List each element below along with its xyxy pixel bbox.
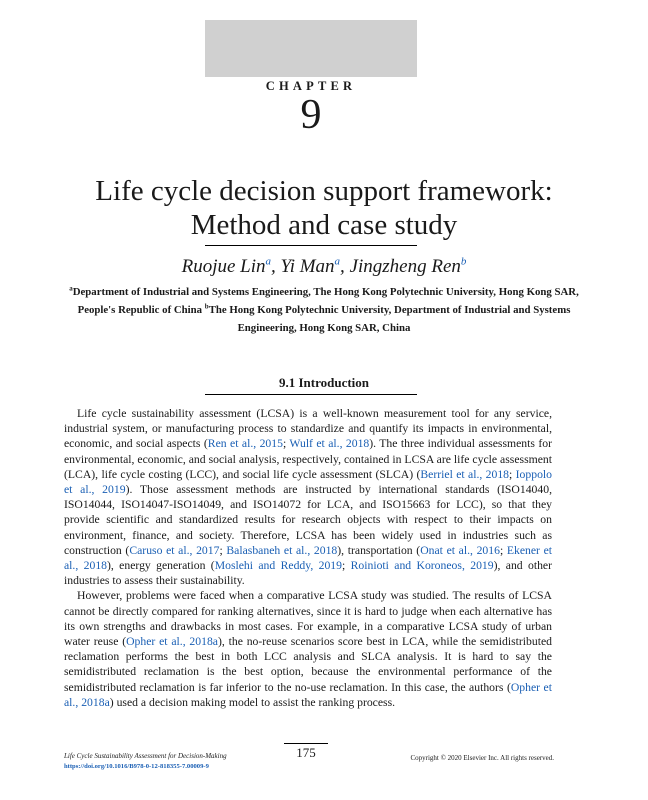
section-heading: 9.1 Introduction (278, 375, 370, 390)
section-divider (205, 394, 417, 395)
paragraph (64, 406, 552, 588)
citation-link[interactable]: Moslehi and Reddy, 2019 (214, 559, 342, 573)
paragraph (64, 588, 552, 710)
citation-link[interactable]: Opher et al., 2018a (126, 635, 218, 649)
footer-divider (284, 743, 328, 744)
paragraph-text: ), transportation ( (337, 543, 421, 557)
paragraph-text: However, problems were faced when a comparative LCSA study was studied. The results of LCSA cannot be directly compared for ranking alternatives, since it is hard to judge when each alternative has its own strengths and drawbacks in most cases. For example, in a comparative LCSA study of urban water reuse ( (64, 589, 552, 649)
citation-link[interactable]: Caruso et al., 2017 (129, 543, 220, 557)
paragraph-text: ; (342, 559, 351, 573)
citation-link[interactable]: Ren et al., 2015 (207, 437, 283, 451)
title-line-2: Method and case study (190, 209, 458, 241)
paragraph-text: Life cycle sustainability assessment (LCSA) is a well-known measurement tool for any service, industrial system, or manufacturing process to standardize and quantify its impacts in environmental, economic, and social aspects ( (64, 407, 552, 451)
doi-link[interactable]: https://doi.org/10.1016/B978-0-12-818355-7.00009-9 (64, 762, 209, 770)
citation-link[interactable]: Roinioti and Koroneos, 2019 (350, 559, 494, 573)
footer-book-info (64, 752, 227, 771)
paragraph-text: ) used a decision making model to assist the ranking process. (109, 695, 396, 709)
author: Yi Man$^a$, (280, 255, 350, 277)
citation-link[interactable]: Ioppolo et al., 2019 (64, 467, 553, 497)
title-line-1: Life cycle decision support framework: (95, 175, 553, 207)
title-divider (205, 245, 417, 246)
paragraph-text: ), and other industries to assess their sustainability. (64, 559, 553, 588)
affiliations: $^a$Department of Industrial and Systems Engineering, The Hong Kong Polytechnic University, Hong Kong SAR, People's Republic of China $^b$The Hong Kong Polytechnic University, Department of Industrial and Systems Engineering, Hong Kong SAR, China (69, 284, 579, 334)
paragraph-text: ), energy generation ( (107, 559, 215, 573)
author-list (0, 254, 648, 280)
citation-link[interactable]: Opher et al., 2018a (64, 680, 552, 709)
paragraph-text: ). The three individual assessments for environmental, economic, and social analysis, respectively, contained in LCSA are life cycle assessment (LCA), life cycle costing (LCC), and social life cycle assessment (SLCA) ( (64, 437, 552, 481)
page-number: 175 (296, 745, 316, 760)
paragraph-text: ; (219, 543, 227, 557)
citation-link[interactable]: Onat et al., 2016 (420, 543, 500, 557)
book-title: Life Cycle Sustainability Assessment for Decision-Making (64, 752, 227, 760)
paragraph-text: ). Those assessment methods are instructed by international standards (ISO14040, ISO14044, ISO14047-ISO14049, and ISO14072 for LCA, and ISO15663 for LCC), so that they provide scientific and standardized results for research objects with respect to their impacts on environment, finance, and society. Therefore, LCSA has been widely used in industries such as construction ( (64, 483, 552, 557)
citation-link[interactable]: Wulf et al., 2018 (289, 437, 370, 451)
citation-link[interactable]: Balasbaneh et al., 2018 (226, 543, 338, 557)
paragraph-text: ; (499, 543, 507, 557)
chapter-label: CHAPTER (205, 77, 417, 95)
paragraph-text: ), the no-reuse scenarios score best in LCA, while the semidistributed reclamation performs the best in both LCC analysis and SLCA analysis. It is hard to say the semidistributed reclamation is the best option, because the environmental performance of the semidistributed reclamation is far inferior to the no-use reclamation. In this case, the authors ( (64, 635, 552, 694)
paragraph-text: ; (509, 467, 516, 481)
author: Ruojue Lin$^a$, (181, 255, 281, 277)
citation-link[interactable]: Berriel et al., 2018 (420, 467, 510, 481)
paragraph-text: ; (282, 437, 290, 451)
author-affiliation-sup[interactable]: a (265, 255, 272, 268)
chapter-number: 9 (300, 92, 322, 138)
chapter-title (0, 174, 648, 242)
citation-link[interactable]: Ekener et al., 2018 (64, 543, 553, 573)
author-affiliation-sup[interactable]: a (334, 255, 341, 268)
affiliation-a: Department of Industrial and Systems Engineering, The Hong Kong Polytechnic University, Hong Kong SAR, People's Republic of China (72, 286, 579, 316)
author-affiliation-sup[interactable]: b (460, 255, 467, 268)
copyright: Copyright © 2020 Elsevier Inc. All rights reserved. (410, 754, 554, 762)
author: Jingzheng Ren$^b$ (349, 255, 467, 277)
affiliation-b: The Hong Kong Polytechnic University, Department of Industrial and Systems Engineering, Hong Kong SAR, China (208, 304, 571, 334)
body-text (64, 406, 552, 710)
